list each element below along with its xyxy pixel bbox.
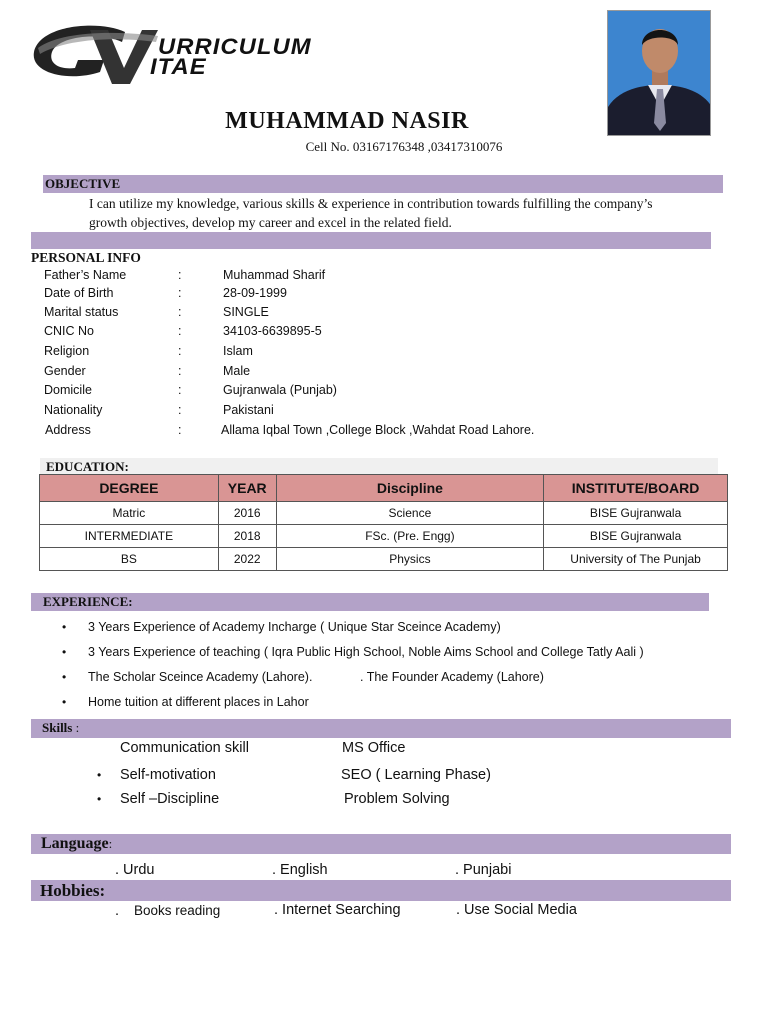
hobbies-heading: Hobbies: — [40, 881, 106, 900]
candidate-name: MUHAMMAD NASIR — [225, 108, 469, 134]
language-heading-colon: : — [108, 836, 113, 851]
personal-info-key: Date of Birth — [44, 286, 114, 300]
cell-institute: University of The Punjab — [544, 548, 728, 571]
personal-info-separator: : — [178, 344, 182, 358]
objective-text — [89, 194, 689, 232]
language-item: . Punjabi — [455, 862, 512, 878]
personal-info-value: Pakistani — [223, 403, 274, 417]
personal-info-value: 28-09-1999 — [223, 286, 287, 300]
objective-bottom-bar — [31, 232, 711, 249]
personal-info-separator: : — [178, 383, 182, 397]
personal-info-key: Marital status — [44, 305, 119, 319]
skill-item: Problem Solving — [344, 791, 450, 807]
personal-info-value: Allama Iqbal Town ,College Block ,Wahdat Road Lahore. — [221, 423, 535, 437]
objective-line-1: I can utilize my knowledge, various skills & experience in contribution towards fulfilling the company’s — [89, 196, 653, 211]
experience-bar — [31, 593, 709, 611]
personal-info-value: Islam — [223, 344, 253, 358]
education-bar — [40, 458, 718, 474]
bullet-icon: • — [97, 792, 102, 806]
language-item: . English — [272, 862, 328, 878]
skill-item: Self –Discipline — [120, 791, 220, 807]
cell-year: 2016 — [218, 502, 276, 525]
cell-discipline: Science — [276, 502, 543, 525]
table-row — [40, 548, 728, 571]
education-table — [39, 474, 728, 571]
education-header-row — [40, 475, 728, 502]
cell-degree: INTERMEDIATE — [40, 525, 219, 548]
personal-info-value: Male — [223, 364, 251, 378]
cell-degree: Matric — [40, 502, 219, 525]
cell-year: 2018 — [218, 525, 276, 548]
col-degree: DEGREE — [40, 475, 219, 502]
list-item: 3 Years Experience of Academy Incharge ( Unique Star Sceince Academy) — [88, 620, 501, 634]
personal-info-key: Religion — [44, 344, 90, 358]
skill-item: Communication skill — [120, 740, 249, 756]
personal-info-heading: PERSONAL INFO — [31, 250, 141, 265]
skill-item: MS Office — [342, 740, 406, 756]
objective-bar — [43, 175, 723, 193]
skills-heading — [42, 720, 79, 736]
personal-info-separator: : — [178, 286, 182, 300]
list-item-extra: . The Founder Academy (Lahore) — [360, 670, 544, 684]
personal-info-separator: : — [178, 364, 182, 378]
col-discipline: Discipline — [276, 475, 543, 502]
personal-info-key: Gender — [44, 364, 86, 378]
cell-institute: BISE Gujranwala — [544, 502, 728, 525]
personal-info-key: Address — [45, 423, 91, 437]
personal-info-value: SINGLE — [223, 305, 269, 319]
language-bar — [31, 834, 731, 854]
objective-heading: OBJECTIVE — [45, 176, 121, 191]
cell-discipline: FSc. (Pre. Engg) — [276, 525, 543, 548]
personal-info-key: Father’s Name — [44, 268, 127, 282]
skills-bar — [31, 719, 731, 738]
cv-logo-mark — [30, 22, 160, 86]
language-item: . Urdu — [115, 862, 155, 878]
table-row — [40, 502, 728, 525]
personal-info-separator: : — [178, 423, 182, 437]
personal-info-separator: : — [178, 403, 182, 417]
bullet-icon: • — [97, 768, 102, 782]
logo-text-line1: URRICULUM — [158, 34, 312, 59]
hobby-item: . Internet Searching — [274, 902, 401, 918]
personal-info-separator: : — [178, 324, 182, 338]
personal-info-separator: : — [178, 268, 182, 282]
table-row — [40, 525, 728, 548]
education-heading: EDUCATION: — [46, 459, 129, 474]
cell-discipline: Physics — [276, 548, 543, 571]
col-institute-board: INSTITUTE/BOARD — [544, 475, 728, 502]
personal-info-key: CNIC No — [44, 324, 95, 338]
cell-number: Cell No. 03167176348 ,03417310076 — [305, 139, 503, 154]
list-item: 3 Years Experience of teaching ( Iqra Public High School, Noble Aims School and College Tatly Aali ) — [88, 645, 644, 659]
col-year: YEAR — [218, 475, 276, 502]
hobby-item: . Use Social Media — [456, 902, 577, 918]
hobbies-bar — [31, 880, 731, 901]
bullet-icon: • — [62, 645, 67, 659]
language-heading — [41, 835, 112, 853]
personal-info-key: Nationality — [44, 403, 103, 417]
cell-degree: BS — [40, 548, 219, 571]
language-heading-text: Language — [41, 835, 109, 852]
personal-info-value: Gujranwala (Punjab) — [223, 383, 337, 397]
skills-heading-colon: : — [72, 720, 80, 735]
cell-year: 2022 — [218, 548, 276, 571]
objective-line-2: growth objectives, develop my career and excel in the related field. — [89, 215, 452, 230]
bullet-icon: • — [62, 620, 67, 634]
personal-info-value: 34103-6639895-5 — [223, 324, 322, 338]
cv-logo — [30, 22, 380, 86]
bullet-icon: • — [62, 695, 67, 709]
personal-info-key: Domicile — [44, 383, 92, 397]
logo-text-line2: ITAE — [150, 54, 207, 79]
skills-heading-text: Skills — [42, 720, 73, 735]
experience-heading: EXPERIENCE: — [43, 594, 133, 609]
skill-item: SEO ( Learning Phase) — [341, 767, 491, 783]
skill-item: Self-motivation — [120, 767, 216, 783]
cell-institute: BISE Gujranwala — [544, 525, 728, 548]
personal-info-value: Muhammad Sharif — [223, 268, 326, 282]
list-item: The Scholar Sceince Academy (Lahore). — [88, 670, 313, 684]
personal-info-separator: : — [178, 305, 182, 319]
bullet-icon: • — [62, 670, 67, 684]
hobby-bullet: . — [115, 903, 120, 919]
list-item: Home tuition at different places in Lahor — [88, 695, 309, 709]
hobby-item: Books reading — [134, 903, 221, 918]
